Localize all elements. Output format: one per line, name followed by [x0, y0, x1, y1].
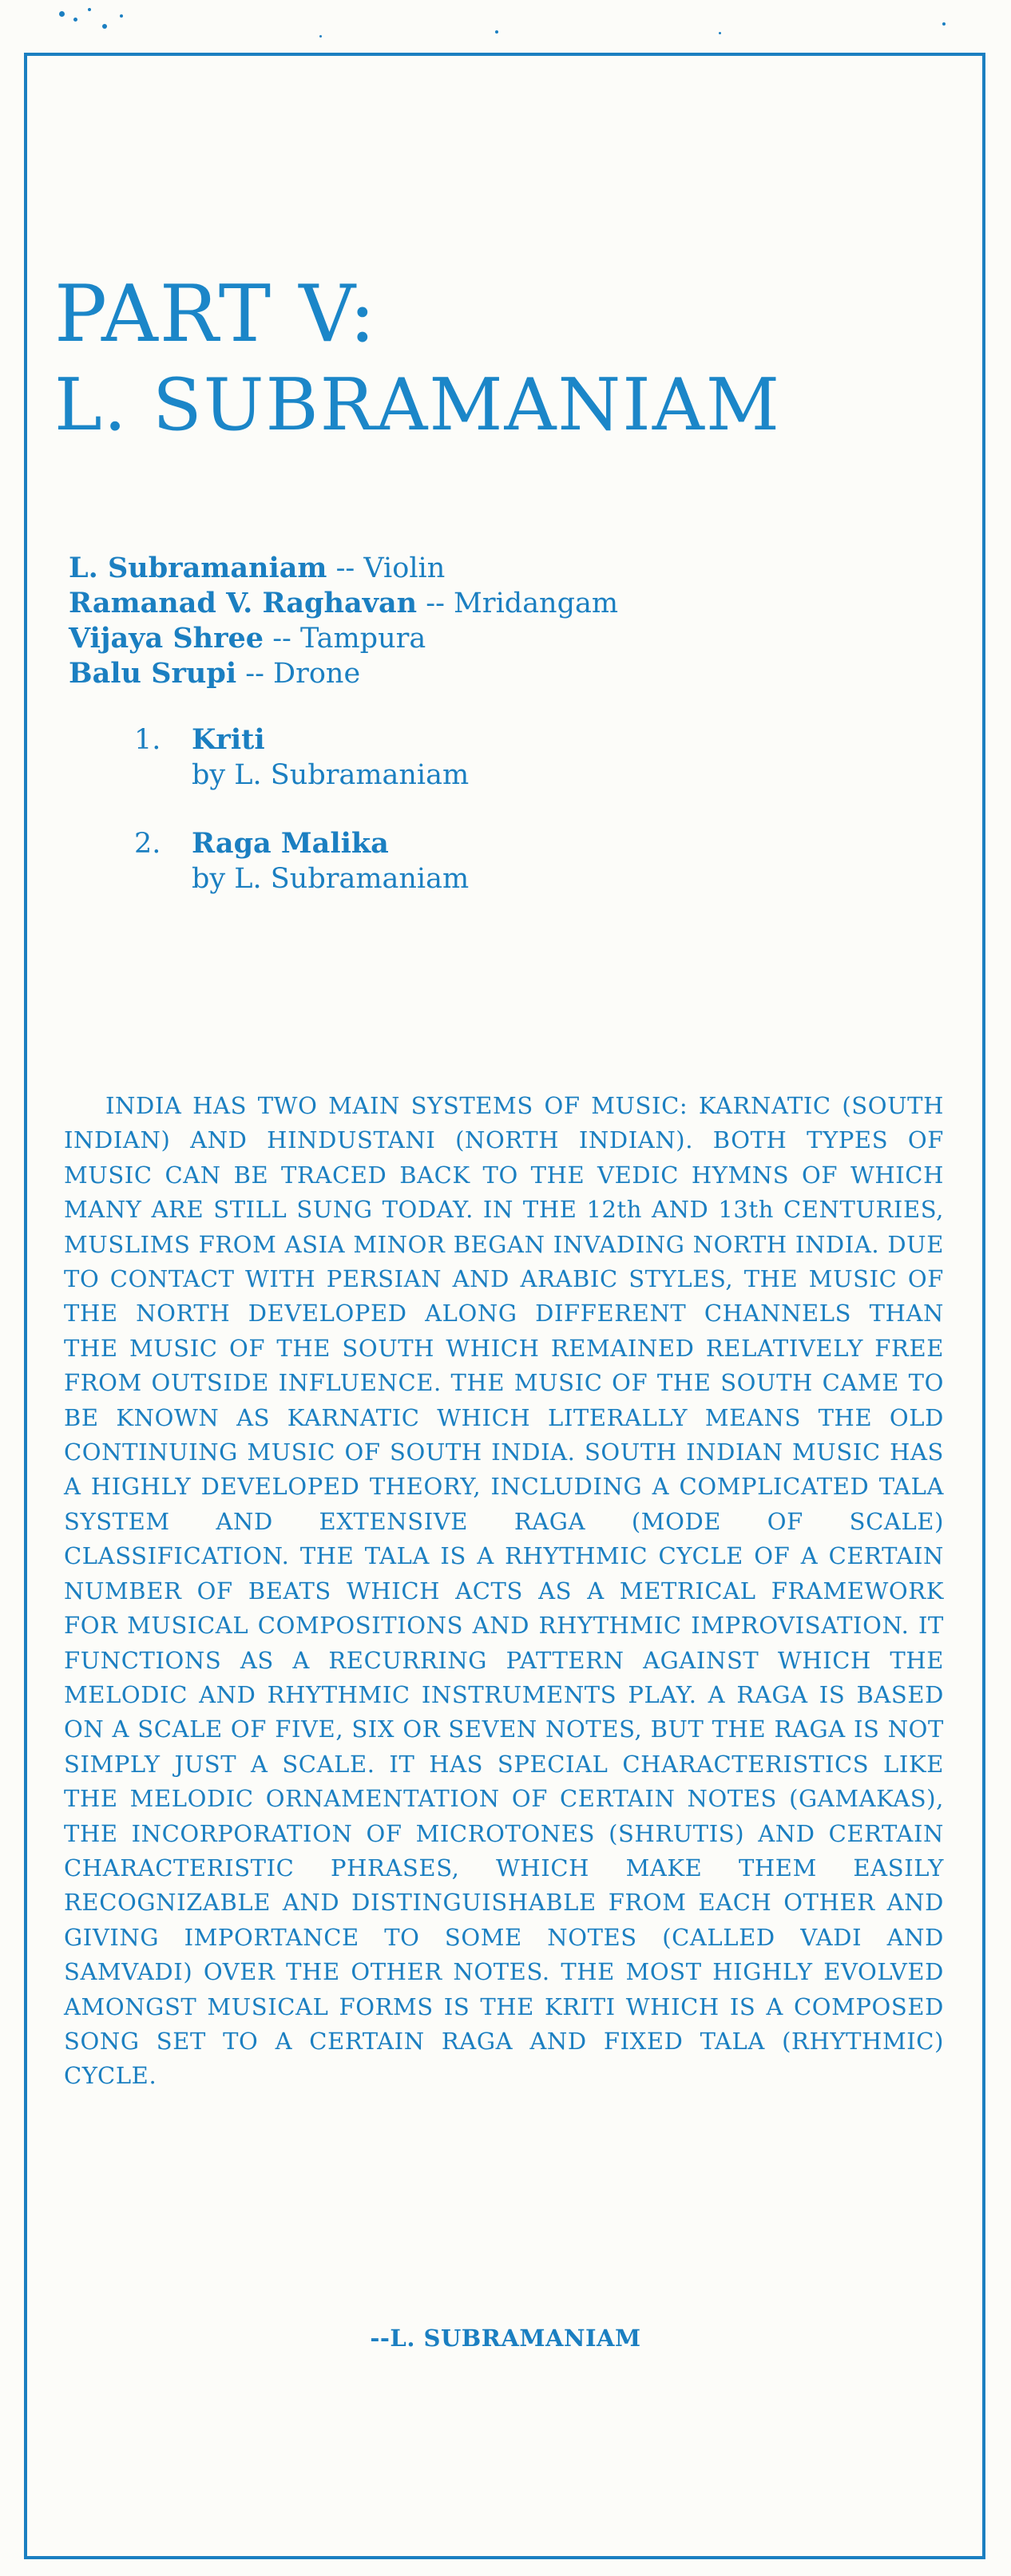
credit-row [69, 586, 618, 621]
performer-role: -- Drone [245, 658, 361, 690]
ink-speck [942, 22, 946, 26]
ink-speck [88, 8, 91, 11]
track-composer: by L. Subramaniam [192, 759, 470, 791]
performer-role: -- Violin [335, 552, 446, 584]
track-composer: by L. Subramaniam [192, 863, 470, 895]
ink-speck [59, 11, 65, 17]
ink-speck [102, 24, 107, 29]
track-number: 2. [134, 828, 161, 860]
performer-role: -- Mridangam [426, 588, 619, 619]
author-signature: --L. SUBRAMANIAM [370, 2325, 641, 2352]
title-part-number: PART V: [54, 269, 378, 360]
credit-row [69, 551, 618, 586]
ink-speck [120, 14, 123, 18]
title-artist-name: L. SUBRAMANIAM [54, 363, 781, 447]
track-title: Kriti [192, 723, 265, 756]
performer-name: Vijaya Shree [69, 622, 264, 655]
track-item [134, 722, 469, 793]
ink-speck [73, 18, 77, 22]
credit-row [69, 621, 618, 656]
performer-name: L. Subramaniam [69, 552, 327, 584]
track-title: Raga Malika [192, 827, 389, 860]
performer-role: -- Tampura [272, 623, 426, 655]
track-number: 1. [134, 724, 161, 756]
ink-speck [319, 35, 322, 38]
ink-speck [719, 32, 721, 34]
track-item [134, 826, 469, 896]
performer-name: Ramanad V. Raghavan [69, 587, 418, 619]
essay-paragraph: INDIA HAS TWO MAIN SYSTEMS OF MUSIC: KARNATIC (SOUTH INDIAN) AND HINDUSTANI (NORTH INDIAN). BOTH TYPES OF MUSIC CAN BE TRACED BACK TO THE VEDIC HYMNS OF WHICH MANY ARE STILL SUNG TODAY. IN THE 12th AND 13th CENTURIES, MUSLIMS FROM ASIA MINOR BEGAN INVADING NORTH INDIA. DUE TO CONTACT WITH PERSIAN AND ARABIC STYLES, THE MUSIC OF THE NORTH DEVELOPED ALONG DIFFERENT CHANNELS THAN THE MUSIC OF THE SOUTH WHICH REMAINED RELATIVELY FREE FROM OUTSIDE INFLUENCE. THE MUSIC OF THE SOUTH CAME TO BE KNOWN AS KARNATIC WHICH LITERALLY MEANS THE OLD CONTINUING MUSIC OF SOUTH INDIA. SOUTH INDIAN MUSIC HAS A HIGHLY DEVELOPED THEORY, INCLUDING A COMPLICATED TALA SYSTEM AND EXTENSIVE RAGA (MODE OF SCALE) CLASSIFICATION. THE TALA IS A RHYTHMIC CYCLE OF A CERTAIN NUMBER OF BEATS WHICH ACTS AS A METRICAL FRAMEWORK FOR MUSICAL COMPOSITIONS AND RHYTHMIC IMPROVISATION. IT FUNCTIONS AS A RECURRING PATTERN AGAINST WHICH THE MELODIC AND RHYTHMIC INSTRUMENTS PLAY. A RAGA IS BASED ON A SCALE OF FIVE, SIX OR SEVEN NOTES, BUT THE RAGA IS NOT SIMPLY JUST A SCALE. IT HAS SPECIAL CHARACTERISTICS LIKE THE MELODIC ORNAMENTATION OF CERTAIN NOTES (GAMAKAS), THE INCORPORATION OF MICROTONES (SHRUTIS) AND CERTAIN CHARACTERISTIC PHRASES, WHICH MAKE THEM EASILY RECOGNIZABLE AND DISTINGUISHABLE FROM EACH OTHER AND GIVING IMPORTANCE TO SOME NOTES (CALLED VADI AND SAMVADI) OVER THE OTHER NOTES. THE MOST HIGHLY EVOLVED AMONGST MUSICAL FORMS IS THE KRITI WHICH IS A COMPOSED SONG SET TO A CERTAIN RAGA AND FIXED TALA (RHYTHMIC) CYCLE. [64, 1092, 944, 2090]
performer-name: Balu Srupi [69, 657, 237, 690]
credit-row [69, 656, 618, 691]
page-title [54, 269, 781, 447]
ink-speck [495, 30, 498, 34]
performer-credits [69, 551, 618, 691]
track-list [134, 722, 469, 930]
